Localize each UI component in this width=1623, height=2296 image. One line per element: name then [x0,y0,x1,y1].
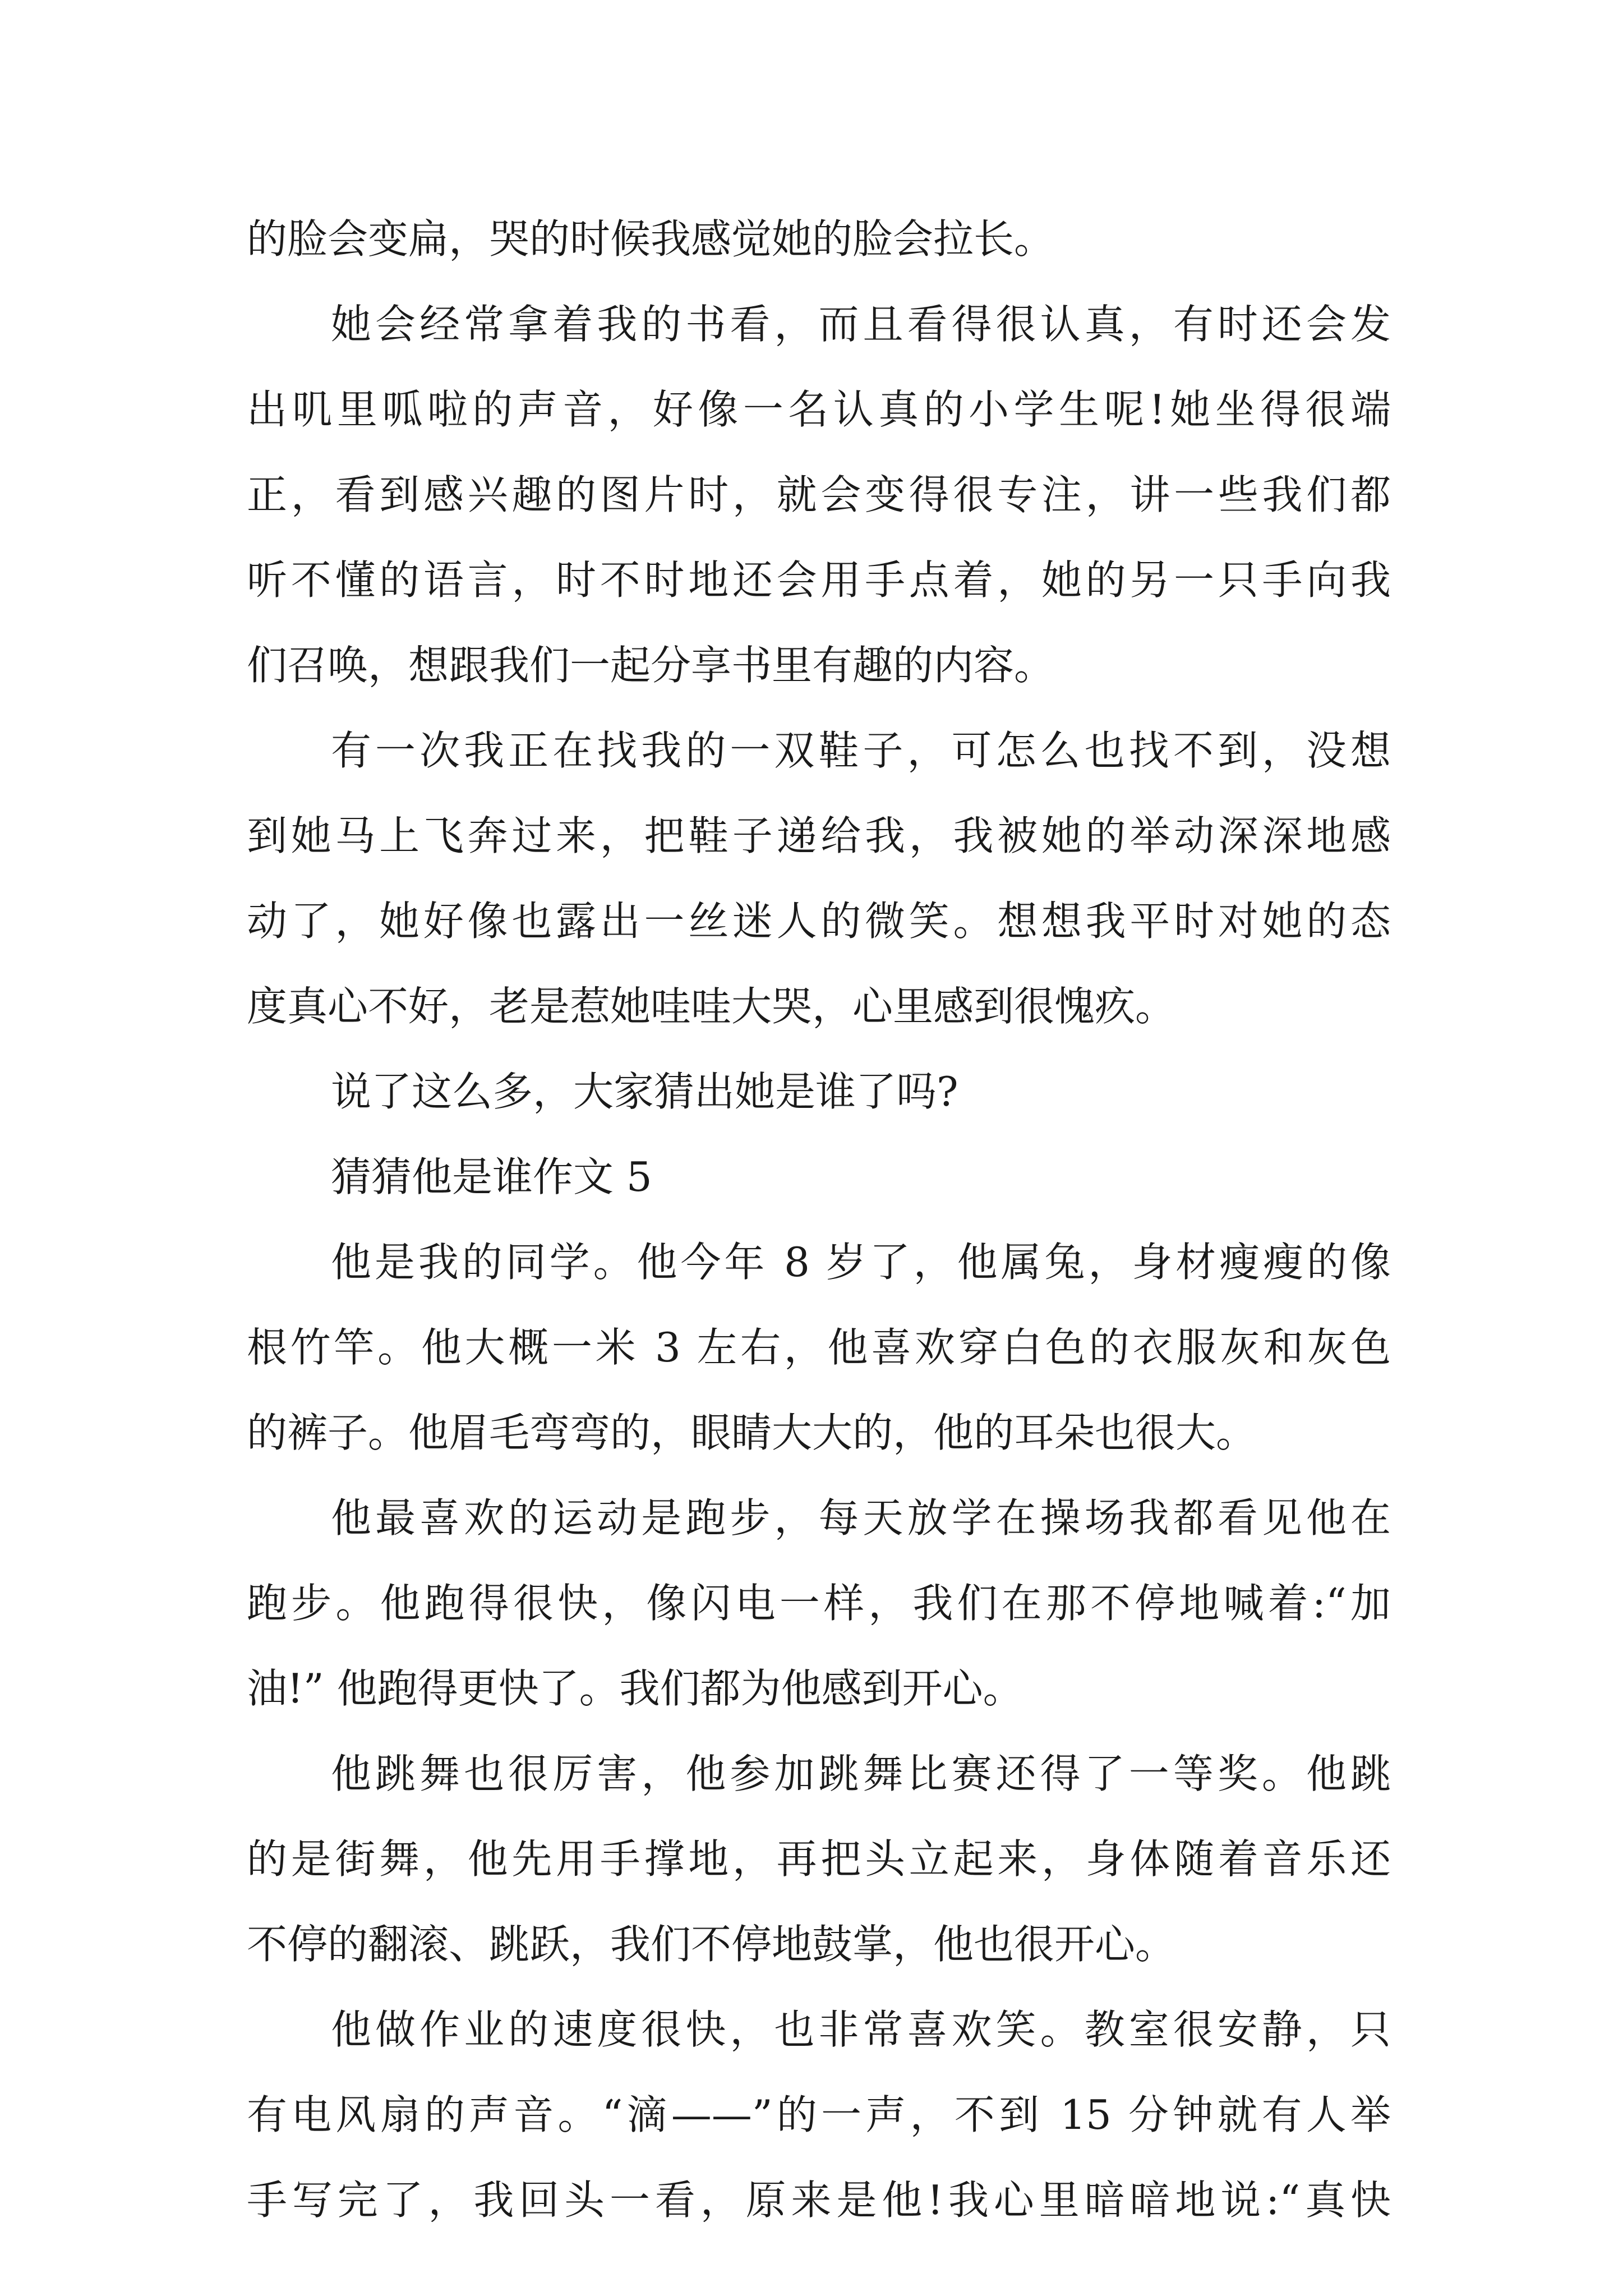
text-line: 她会经常拿着我的书看，而且看得很认真，有时还会发 [331,301,1391,348]
essay-body [247,196,1391,2243]
text-line: 的裤子。他眉毛弯弯的，眼睛大大的，他的耳朵也很大。 [247,1409,1257,1456]
text-line: 他是我的同学。他今年 8 岁了，他属兔，身材瘦瘦的像 [331,1239,1391,1286]
text-line: 根竹竿。他大概一米 3 左右，他喜欢穿白色的衣服灰和灰色 [247,1324,1391,1371]
text-line: 听不懂的语言，时不时地还会用手点着，她的另一只手向我 [247,556,1391,604]
text-line: 动了，她好像也露出一丝迷人的微笑。想想我平时对她的态 [247,898,1391,945]
text-line: 们召唤，想跟我们一起分享书里有趣的内容。 [247,642,1055,689]
text-line: 度真心不好，老是惹她哇哇大哭，心里感到很愧疚。 [247,983,1176,1030]
text-line: 他做作业的速度很快，也非常喜欢笑。教室很安静，只 [331,2006,1391,2053]
text-line: 跑步。他跑得很快，像闪电一样，我们在那不停地喊着:“加 [247,1580,1391,1627]
text-line: 有一次我正在找我的一双鞋子，可怎么也找不到，没想 [331,727,1391,774]
text-line: 的脸会变扁，哭的时候我感觉她的脸会拉长。 [247,215,1055,263]
text-line: 猜猜他是谁作文 5 [331,1153,652,1200]
text-line: 他跳舞也很厉害，他参加跳舞比赛还得了一等奖。他跳 [331,1750,1391,1797]
text-line: 手写完了，我回头一看，原来是他!我心里暗暗地说:“真快 [247,2177,1391,2224]
text-line: 油!” 他跑得更快了。我们都为他感到开心。 [247,1665,1023,1712]
text-line: 有电风扇的声音。“滴——”的一声，不到 15 分钟就有人举 [247,2091,1391,2138]
text-line: 他最喜欢的运动是跑步，每天放学在操场我都看见他在 [331,1494,1391,1542]
text-line: 说了这么多，大家猜出她是谁了吗? [331,1068,958,1115]
text-line: 到她马上飞奔过来，把鞋子递给我，我被她的举动深深地感 [247,812,1391,859]
text-line: 正，看到感兴趣的图片时，就会变得很专注，讲一些我们都 [247,471,1391,518]
text-line: 的是街舞，他先用手撑地，再把头立起来，身体随着音乐还 [247,1835,1391,1883]
text-line: 出叽里呱啦的声音，好像一名认真的小学生呢!她坐得很端 [247,386,1391,433]
text-line: 不停的翻滚、跳跃，我们不停地鼓掌，他也很开心。 [247,1921,1176,1968]
